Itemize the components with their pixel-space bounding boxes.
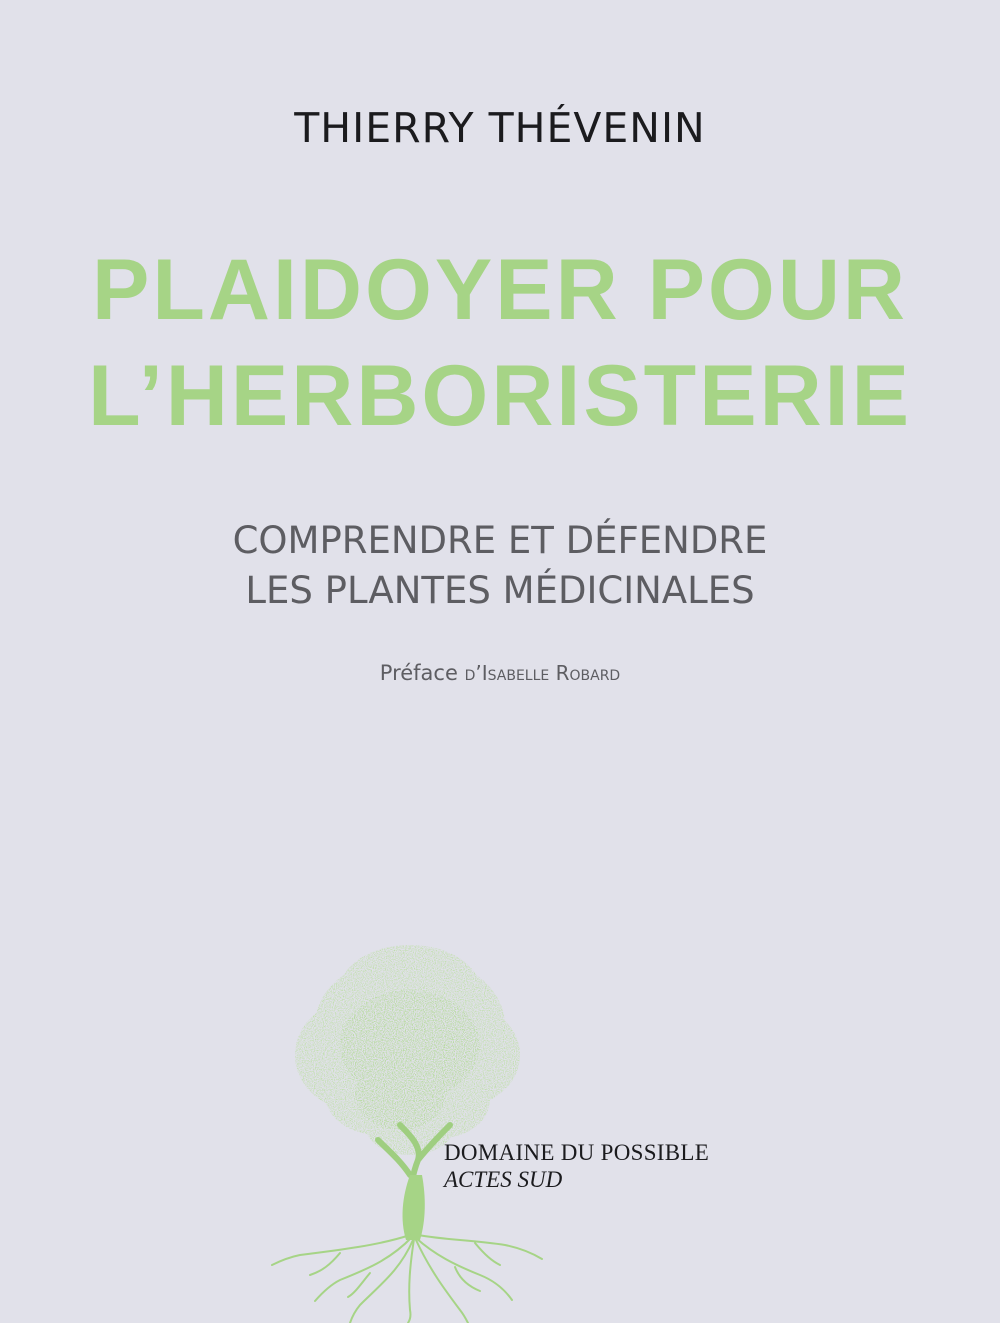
publisher-name: ACTES SUD <box>444 1167 563 1192</box>
tree-with-roots-icon <box>260 935 550 1323</box>
title-line-2: L’HERBORISTERIE <box>88 348 912 444</box>
subtitle-line-1: COMPRENDRE ET DÉFENDRE <box>232 519 768 562</box>
collection-name: DOMAINE DU POSSIBLE <box>444 1140 710 1165</box>
preface-credit <box>0 661 1000 685</box>
author-name: THIERRY THÉVENIN <box>294 104 706 152</box>
preface-label: Préface <box>379 661 458 685</box>
title-line-1: PLAIDOYER POUR <box>91 242 909 338</box>
preface-author: d’Isabelle Robard <box>464 661 621 685</box>
subtitle-line-2: LES PLANTES MÉDICINALES <box>245 569 755 612</box>
